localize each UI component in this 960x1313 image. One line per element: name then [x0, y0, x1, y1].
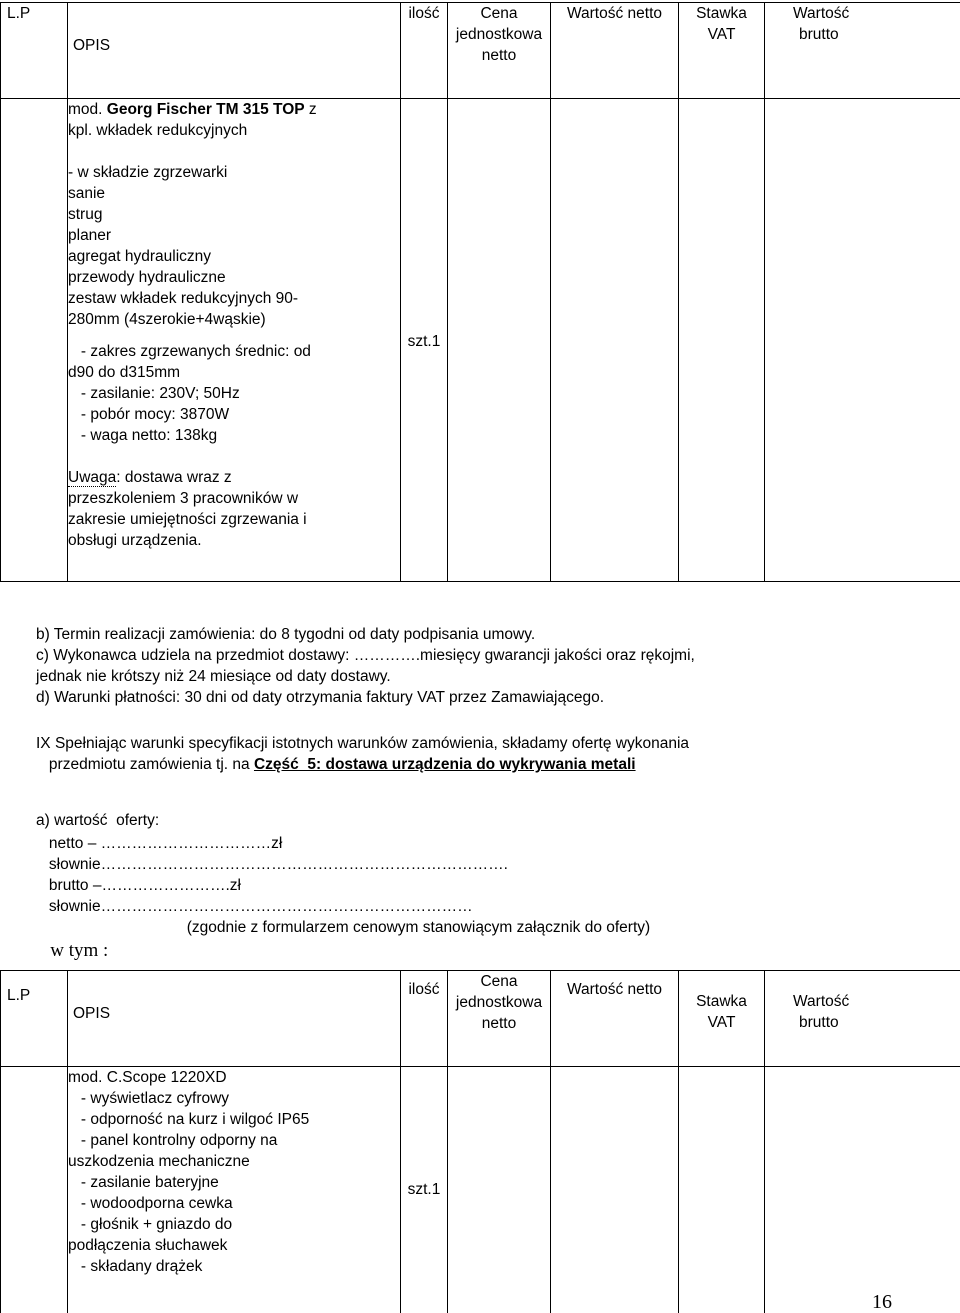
- model-line: [68, 99, 400, 120]
- desc-line: - w składzie zgrzewarki: [68, 162, 400, 183]
- cell-net-value: [551, 99, 679, 582]
- cell-gross-value: [765, 99, 960, 582]
- offer-slownie-line-1: słownie…………………………………………………………………….: [36, 854, 650, 875]
- header-stawka: [679, 971, 765, 1067]
- header-brutto-line1: Wartość: [793, 991, 960, 1012]
- desc-line: - pobór mocy: 3870W: [68, 404, 400, 425]
- section-ix-part: Część 5: dostawa urządzenia do wykrywania metali: [254, 756, 636, 773]
- desc-line: - wyświetlacz cyfrowy: [68, 1088, 400, 1109]
- header-ilosc: ilość: [401, 3, 448, 99]
- condition-b: b) Termin realizacji zamówienia: do 8 tygodni od daty podpisania umowy.: [36, 624, 695, 645]
- model-prefix: mod.: [68, 101, 107, 118]
- desc-line: 280mm (4szerokie+4wąskie): [68, 309, 400, 330]
- cell-lp: [1, 99, 68, 582]
- desc-line: zestaw wkładek redukcyjnych 90-: [68, 288, 400, 309]
- note-line: [68, 467, 400, 488]
- header-stawka-line2: VAT: [679, 1012, 764, 1033]
- header-cena-line1: Cena: [448, 3, 550, 24]
- cell-quantity: szt.1: [401, 99, 448, 582]
- note-label: Uwaga: [68, 469, 116, 487]
- header-brutto-line1: Wartość: [793, 3, 960, 24]
- offer-w-tym: w tym :: [36, 940, 650, 961]
- spec-table-2: [0, 970, 960, 1313]
- desc-line: uszkodzenia mechaniczne: [68, 1151, 400, 1172]
- header-cena: [448, 971, 551, 1067]
- cell-quantity: szt.1: [401, 1067, 448, 1313]
- offer-slownie-line-2: słownie………………………………………………………………: [36, 896, 650, 917]
- offer-brutto-line: brutto –…………………….zł: [36, 875, 650, 896]
- desc-line: - odporność na kurz i wilgoć IP65: [68, 1109, 400, 1130]
- offer-netto-line: netto – ……………………………zł: [36, 833, 650, 854]
- header-stawka-line2: VAT: [679, 24, 764, 45]
- note-line: zakresie umiejętności zgrzewania i: [68, 509, 400, 530]
- section-ix-plain: przedmiotu zamówienia tj. na: [36, 756, 254, 773]
- header-lp: L.P: [1, 971, 68, 1067]
- spacer: [68, 446, 400, 467]
- desc-line: strug: [68, 204, 400, 225]
- spacer: [68, 141, 400, 162]
- desc-line: przewody hydrauliczne: [68, 267, 400, 288]
- header-wartosc-brutto: [765, 3, 960, 99]
- desc-line: kpl. wkładek redukcyjnych: [68, 120, 400, 141]
- spec-table-1: [0, 2, 960, 582]
- note-first: : dostawa wraz z: [116, 469, 231, 486]
- model-name: Georg Fischer TM 315 TOP: [107, 101, 305, 118]
- desc-line: mod. C.Scope 1220XD: [68, 1067, 400, 1088]
- cell-lp: [1, 1067, 68, 1313]
- table-header-row: [1, 3, 960, 99]
- cell-gross-value: [765, 1067, 960, 1313]
- desc-line: agregat hydrauliczny: [68, 246, 400, 267]
- header-lp: L.P: [1, 3, 68, 99]
- spacer: [68, 330, 400, 341]
- section-ix-line2: [36, 754, 689, 775]
- desc-line: planer: [68, 225, 400, 246]
- cell-description: [68, 99, 401, 582]
- cell-description: [68, 1067, 401, 1313]
- header-wartosc-netto: Wartość netto: [551, 971, 679, 1067]
- header-brutto-line2: brutto: [793, 24, 960, 45]
- cell-vat-rate: [679, 99, 765, 582]
- section-ix-line1: IX Spełniając warunki specyfikacji istotnych warunków zamówienia, składamy ofertę wykonania: [36, 733, 689, 754]
- desc-line: - głośnik + gniazdo do: [68, 1214, 400, 1235]
- desc-line: - składany drążek: [68, 1256, 400, 1277]
- cell-net-value: [551, 1067, 679, 1313]
- header-cena-line3: netto: [448, 1013, 550, 1034]
- cell-unit-price: [448, 99, 551, 582]
- table-row: [1, 99, 960, 582]
- desc-line: d90 do d315mm: [68, 362, 400, 383]
- offer-note: (zgodnie z formularzem cenowym stanowiącym załącznik do oferty): [36, 917, 650, 938]
- condition-c-line2: jednak nie krótszy niż 24 miesiące od daty dostawy.: [36, 666, 695, 687]
- model-suffix: z: [305, 101, 317, 118]
- desc-line: - wodoodporna cewka: [68, 1193, 400, 1214]
- conditions-block: [36, 624, 695, 708]
- condition-d: d) Warunki płatności: 30 dni od daty otrzymania faktury VAT przez Zamawiającego.: [36, 687, 695, 708]
- header-stawka-line1: Stawka: [679, 3, 764, 24]
- condition-c-line1: c) Wykonawca udziela na przedmiot dostawy: ………….miesięcy gwarancji jakości oraz rękojmi,: [36, 645, 695, 666]
- header-cena-line3: netto: [448, 45, 550, 66]
- note-line: obsługi urządzenia.: [68, 530, 400, 551]
- header-wartosc-brutto: [765, 971, 960, 1067]
- desc-line: podłączenia słuchawek: [68, 1235, 400, 1256]
- desc-line: sanie: [68, 183, 400, 204]
- section-ix: [36, 733, 689, 775]
- header-cena-line1: Cena: [448, 971, 550, 992]
- desc-line: - zasilanie: 230V; 50Hz: [68, 383, 400, 404]
- header-stawka: [679, 3, 765, 99]
- header-cena-line2: jednostkowa: [448, 24, 550, 45]
- header-opis: OPIS: [68, 971, 401, 1067]
- desc-line: - zasilanie bateryjne: [68, 1172, 400, 1193]
- header-stawka-line1: Stawka: [679, 991, 764, 1012]
- desc-line: - zakres zgrzewanych średnic: od: [68, 341, 400, 362]
- desc-line: - panel kontrolny odporny na: [68, 1130, 400, 1151]
- table-header-row: [1, 971, 960, 1067]
- header-brutto-line2: brutto: [793, 1012, 960, 1033]
- cell-unit-price: [448, 1067, 551, 1313]
- offer-value-label: a) wartość oferty:: [36, 810, 650, 831]
- header-cena-line2: jednostkowa: [448, 992, 550, 1013]
- header-wartosc-netto: Wartość netto: [551, 3, 679, 99]
- offer-block: [36, 810, 650, 961]
- desc-line: - waga netto: 138kg: [68, 425, 400, 446]
- cell-vat-rate: [679, 1067, 765, 1313]
- page-number: 16: [872, 1292, 892, 1313]
- header-ilosc: ilość: [401, 971, 448, 1067]
- header-opis: OPIS: [68, 3, 401, 99]
- note-line: przeszkoleniem 3 pracowników w: [68, 488, 400, 509]
- table-row: [1, 1067, 960, 1313]
- header-cena: [448, 3, 551, 99]
